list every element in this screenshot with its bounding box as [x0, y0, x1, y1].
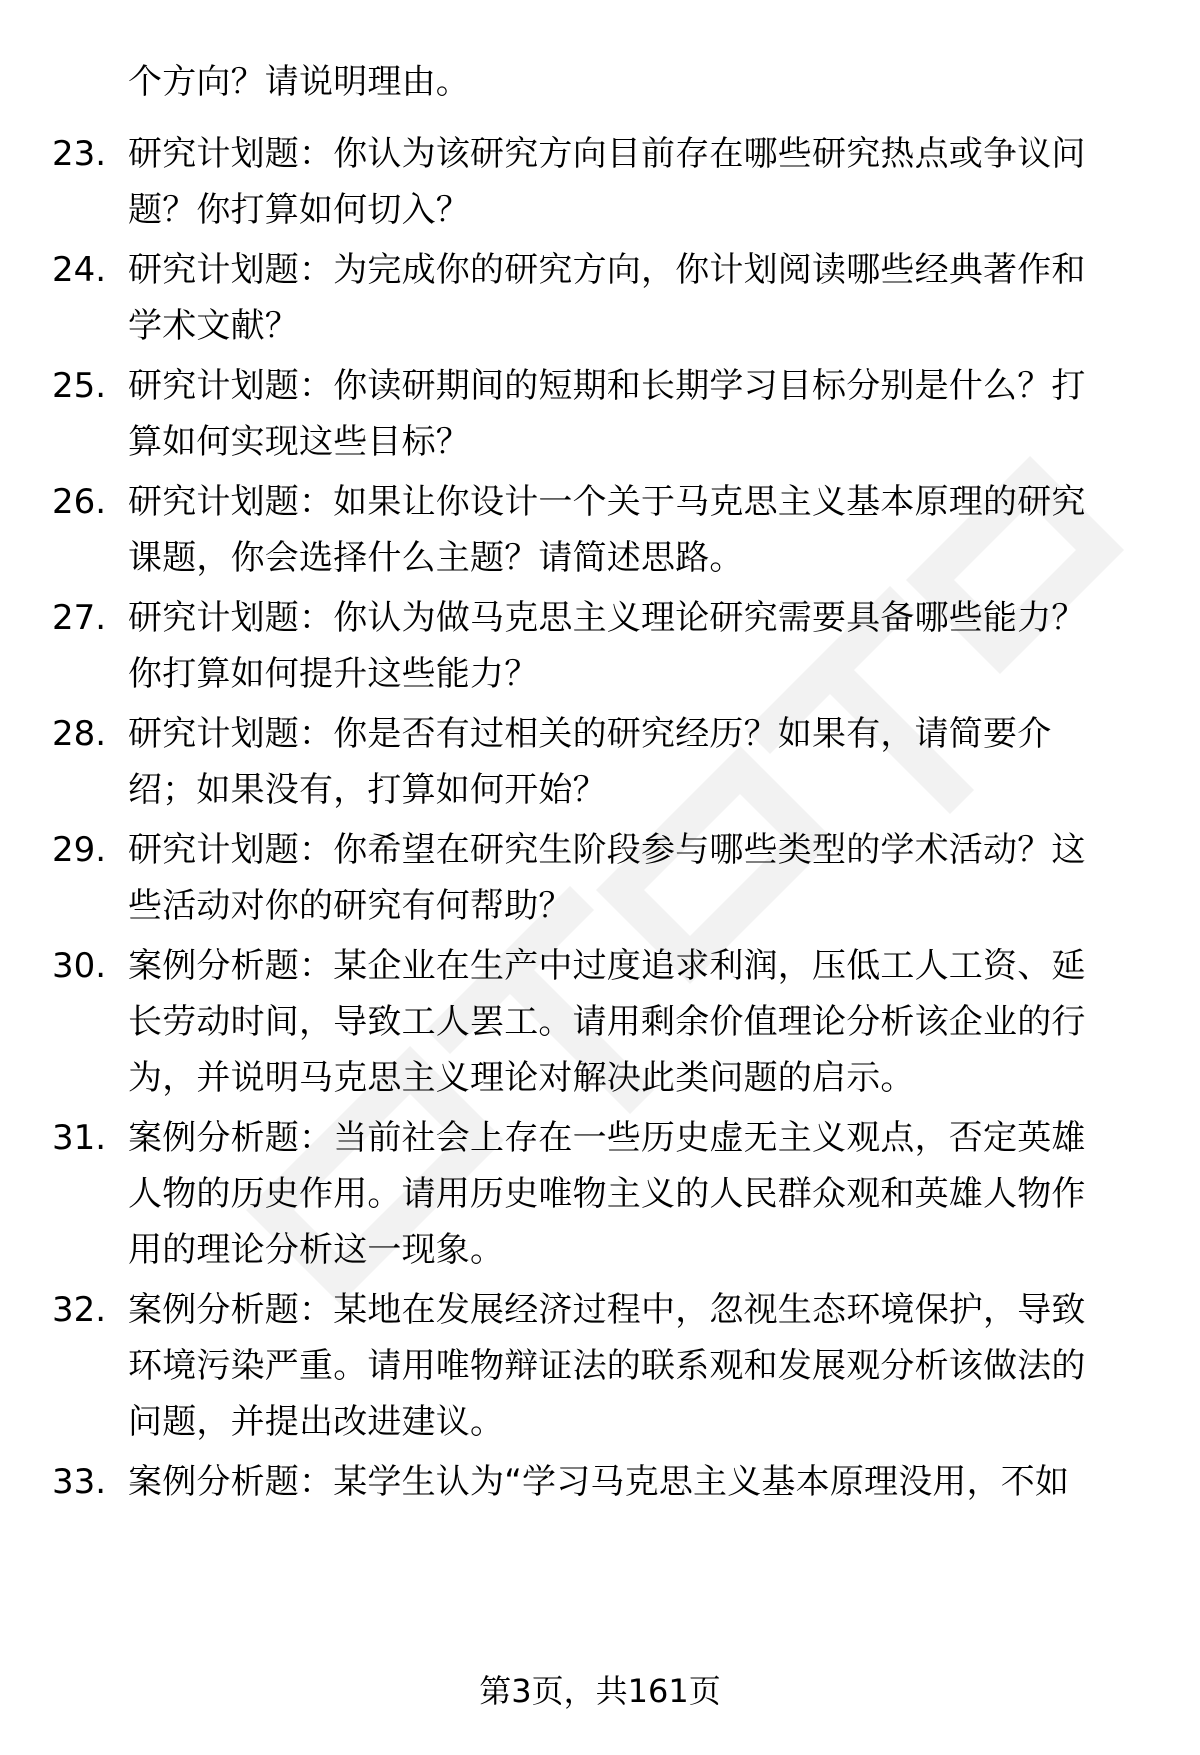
- question-text-line: 研究计划题：为完成你的研究方向，你计划阅读哪些经典著作和: [128, 250, 1086, 290]
- question-number: 31.: [52, 1118, 107, 1158]
- question-text-line: 研究计划题：你读研期间的短期和长期学习目标分别是什么？打: [128, 366, 1086, 406]
- question-text-line: 课题，你会选择什么主题？请简述思路。: [128, 538, 744, 578]
- question-number: 25.: [52, 366, 107, 406]
- question-text-line: 问题，并提出改进建议。: [128, 1402, 505, 1442]
- question-text-line: 研究计划题：你认为该研究方向目前存在哪些研究热点或争议问: [128, 134, 1086, 174]
- question-text-line: 案例分析题：某学生认为“学习马克思主义基本原理没用，不如: [128, 1462, 1070, 1502]
- question-text-line: 用的理论分析这一现象。: [128, 1230, 505, 1270]
- question-text-line: 案例分析题：当前社会上存在一些历史虚无主义观点，否定英雄: [128, 1118, 1086, 1158]
- question-text-line: 案例分析题：某企业在生产中过度追求利润，压低工人工资、延: [128, 946, 1086, 986]
- question-text-line: 算如何实现这些目标？: [128, 422, 470, 462]
- question-number: 28.: [52, 714, 107, 754]
- question-text-line: 你打算如何提升这些能力？: [128, 654, 539, 694]
- question-text-line: 环境污染严重。请用唯物辩证法的联系观和发展观分析该做法的: [128, 1346, 1086, 1386]
- question-text-line: 研究计划题：你是否有过相关的研究经历？如果有，请简要介: [128, 714, 1052, 754]
- question-text-line: 人物的历史作用。请用历史唯物主义的人民群众观和英雄人物作: [128, 1174, 1086, 1214]
- question-number: 27.: [52, 598, 107, 638]
- page-footer: 第3页，共161页: [479, 1672, 721, 1710]
- question-text-line: 为，并说明马克思主义理论对解决此类问题的启示。: [128, 1058, 915, 1098]
- question-number: 26.: [52, 482, 107, 522]
- question-number: 29.: [52, 830, 107, 870]
- question-text-line: 些活动对你的研究有何帮助？: [128, 886, 573, 926]
- question-number: 33.: [52, 1462, 107, 1502]
- question-text-line: 研究计划题：你认为做马克思主义理论研究需要具备哪些能力？: [128, 598, 1086, 638]
- question-text-line: 案例分析题：某地在发展经济过程中，忽视生态环境保护，导致: [128, 1290, 1086, 1330]
- question-text-line: 研究计划题：如果让你设计一个关于马克思主义基本原理的研究: [128, 482, 1086, 522]
- question-text-line: 题？你打算如何切入？: [128, 190, 470, 230]
- question-text-line: 研究计划题：你希望在研究生阶段参与哪些类型的学术活动？这: [128, 830, 1086, 870]
- question-text-line: 长劳动时间，导致工人罢工。请用剩余价值理论分析该企业的行: [128, 1002, 1086, 1042]
- continuation-text: 个方向？请说明理由。: [128, 62, 470, 102]
- question-number: 23.: [52, 134, 107, 174]
- question-number: 24.: [52, 250, 107, 290]
- question-text-line: 绍；如果没有，打算如何开始？: [128, 770, 607, 810]
- question-text-line: 学术文献？: [128, 306, 299, 346]
- question-number: 30.: [52, 946, 107, 986]
- question-number: 32.: [52, 1290, 107, 1330]
